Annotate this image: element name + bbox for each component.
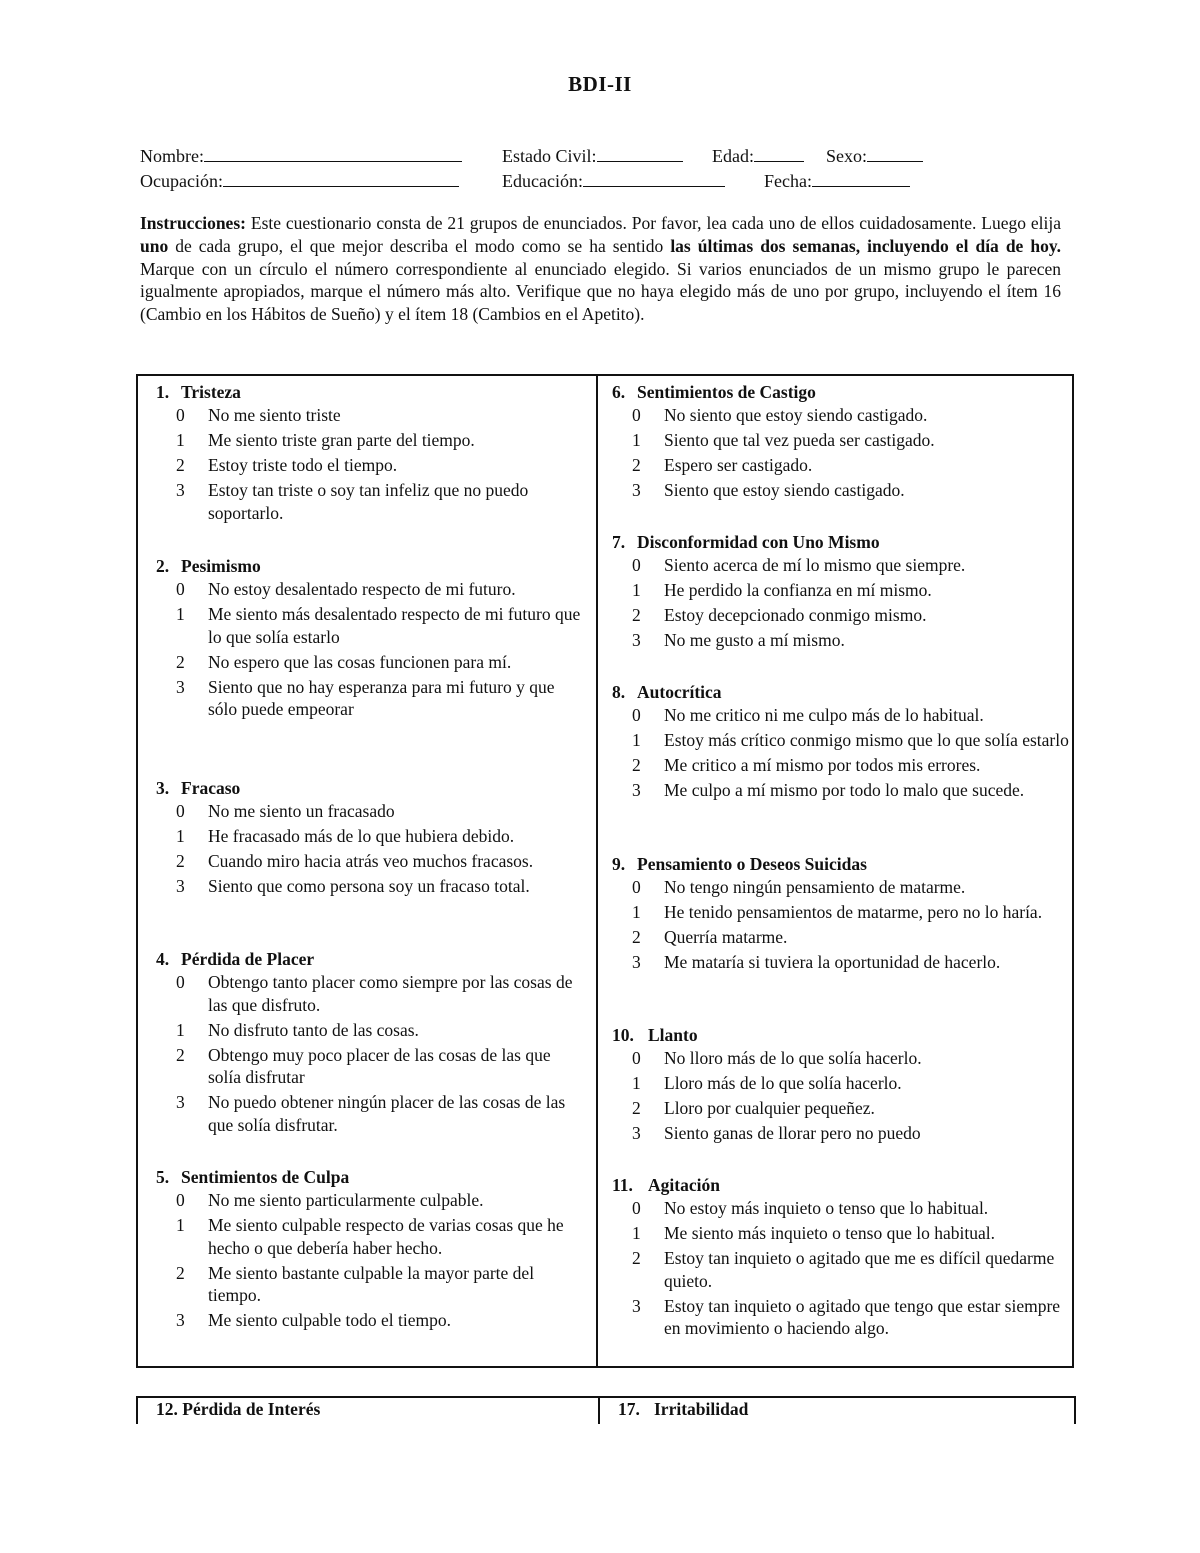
group-title [612,852,1072,876]
question-group [612,1023,1072,1147]
form-title: BDI-II [568,72,632,96]
answer-option[interactable] [156,1214,586,1259]
option-number[interactable]: 1 [176,1019,185,1040]
option-number[interactable]: 1 [176,826,185,846]
question-group [612,530,1072,654]
question-group [612,1173,1072,1342]
answer-option[interactable] [156,1262,586,1307]
group-name: Pesimismo [181,556,261,576]
group-number: 1. [156,382,170,402]
option-text: Estoy tan inquieto o agitado que me es difícil quedarme quieto. [664,1248,1055,1291]
continuation-divider [598,1398,600,1424]
educacion-line [583,168,725,187]
option-text: Me culpo a mí mismo por todo lo malo que sucede. [664,780,1025,800]
option-number[interactable]: 2 [176,651,185,672]
group-title [612,530,1072,554]
group-title [612,1023,1072,1047]
option-number[interactable]: 3 [632,780,641,800]
option-text: No me siento un fracasado [208,801,395,821]
fecha-label: Fecha: [764,171,812,191]
option-text: Cuando miro hacia atrás veo muchos fracasos. [208,851,534,871]
option-number[interactable]: 3 [632,630,641,650]
group-name: Llanto [648,1025,698,1045]
option-number[interactable]: 0 [176,972,185,992]
answer-option[interactable] [156,651,586,674]
answer-option[interactable] [612,454,1072,477]
answer-option[interactable] [612,901,1072,924]
option-number[interactable]: 1 [632,430,641,450]
group-number: 9. [612,854,626,874]
option-text: Lloro más de lo que solía hacerlo. [664,1073,902,1093]
option-number[interactable]: 3 [632,952,641,972]
instructions-paragraph [140,212,1061,326]
option-number[interactable]: 3 [632,480,641,500]
group-title [156,1165,586,1189]
option-text: Estoy triste todo el tiempo. [208,455,398,475]
answer-option[interactable] [612,1097,1072,1120]
answer-option[interactable] [612,1295,1072,1340]
option-number[interactable]: 0 [632,405,641,425]
answer-option[interactable] [612,1247,1072,1292]
option-number[interactable]: 2 [632,1098,641,1118]
answer-option[interactable] [612,1047,1072,1070]
answer-option[interactable] [156,1044,586,1089]
option-text: No lloro más de lo que solía hacerlo. [664,1048,922,1068]
group-name-17: Irritabilidad [654,1399,749,1419]
option-number[interactable]: 3 [632,1123,641,1143]
option-number[interactable]: 2 [632,755,641,775]
group-title [612,380,1072,404]
option-number[interactable]: 1 [632,1223,641,1243]
option-text: Estoy tan inquieto o agitado que tengo que estar siempre en movimiento o haciendo algo. [664,1295,1061,1338]
option-number[interactable]: 1 [632,730,641,750]
answer-option[interactable] [156,404,586,427]
group-number: 8. [612,682,626,702]
answer-option[interactable] [156,825,586,848]
option-text: He tenido pensamientos de matarme, pero no lo haría. [664,902,1043,922]
answer-option[interactable] [156,676,586,721]
question-group [156,947,586,1139]
option-text: No siento que estoy siendo castigado. [664,405,928,425]
option-text: No espero que las cosas funcionen para mí. [208,651,512,672]
question-group [156,776,586,900]
answer-option[interactable] [612,429,1072,452]
option-text: Siento acerca de mí lo mismo que siempre. [664,555,966,575]
instructions-bold-uno: uno [140,235,169,256]
edad-label: Edad: [712,146,754,166]
answer-option[interactable] [156,971,586,1016]
group-name: Pérdida de Placer [181,949,315,969]
instructions-bold-period: las últimas dos semanas, incluyendo el día de hoy. [670,235,1061,256]
option-number[interactable]: 0 [632,877,641,897]
option-number[interactable]: 1 [632,902,641,922]
group-title [156,947,586,971]
option-text: No tengo ningún pensamiento de matarme. [664,877,966,897]
answer-option[interactable] [156,1091,586,1136]
group-name: Autocrítica [637,682,722,702]
group-title [612,680,1072,704]
sexo-field[interactable] [826,143,923,167]
group-number: 2. [156,556,170,576]
ocupacion-line [223,168,459,187]
answer-option[interactable] [612,704,1072,727]
answer-option[interactable] [156,1309,586,1332]
option-text: Obtengo muy poco placer de las cosas de las que solía disfrutar [208,1044,551,1087]
answer-option[interactable] [612,479,1072,502]
option-text: No me gusto a mí mismo. [664,630,845,650]
option-text: Me critico a mí mismo por todos mis errores. [664,755,981,775]
answer-option[interactable] [612,579,1072,602]
answer-option[interactable] [156,800,586,823]
question-group [156,1165,586,1334]
option-number[interactable]: 0 [632,1198,641,1218]
answer-option[interactable] [156,429,586,452]
option-text: He fracasado más de lo que hubiera debido. [208,826,515,846]
group-number: 5. [156,1167,170,1187]
educacion-label: Educación: [502,171,583,191]
question-group [156,554,586,723]
option-number[interactable]: 0 [632,1048,641,1068]
group-number: 10. [612,1025,634,1045]
question-group [612,680,1072,804]
group-number-17: 17. [618,1399,640,1419]
nombre-line [204,143,462,162]
option-text: Estoy más crítico conmigo mismo que lo que solía estarlo [664,730,1069,750]
option-number[interactable]: 0 [176,405,185,425]
question-group [156,380,586,527]
option-number[interactable]: 0 [176,801,185,821]
nombre-field[interactable] [140,143,462,167]
option-text: No me critico ni me culpo más de lo habitual. [664,705,984,725]
option-number[interactable]: 3 [176,480,185,500]
group-number: 3. [156,778,170,798]
question-group [612,380,1072,504]
answer-option[interactable] [612,779,1072,802]
option-number[interactable]: 0 [632,555,641,575]
instructions-text-2: de cada grupo, el que mejor describa el modo como se ha sentido [168,235,671,256]
option-number[interactable]: 1 [632,580,641,600]
answer-option[interactable] [156,850,586,873]
group-title-12: 12. Pérdida de Interés [156,1399,321,1419]
option-number[interactable]: 3 [176,1310,185,1330]
group-title-17 [618,1399,748,1420]
group-name: Tristeza [181,382,241,402]
group-title [612,1173,1072,1197]
ocupacion-label: Ocupación: [140,171,223,191]
option-number[interactable]: 1 [176,1215,185,1235]
answer-option[interactable] [612,1222,1072,1245]
option-text: Siento que estoy siendo castigado. [664,480,905,500]
answer-option[interactable] [612,554,1072,577]
answer-option[interactable] [156,479,586,524]
option-text: Siento que como persona soy un fracaso total. [208,876,530,896]
answer-option[interactable] [612,754,1072,777]
question-group [612,852,1072,976]
option-text: Querría matarme. [664,927,788,947]
instructions-text-3: Marque con un círculo el número correspondiente al enunciado elegido. Si varios enunciados de un mismo grupo le parecen igualmente apropiados, marque el número más alto. Verifique que no haya elegido más de uno por grupo, incluyendo el ítem 16 (Cambio en los Hábitos de Sueño) y el ítem 18 (Cambios en el Apetito). [140,258,1061,325]
option-number[interactable]: 3 [176,676,185,697]
nombre-label: Nombre: [140,146,204,166]
option-number[interactable]: 0 [176,1190,185,1210]
option-text: No me siento particularmente culpable. [208,1190,484,1210]
answer-option[interactable] [156,1189,586,1212]
option-number[interactable]: 2 [632,605,641,625]
option-text: Me siento más inquieto o tenso que lo habitual. [664,1223,995,1243]
option-text: Me siento culpable respecto de varias cosas que he hecho o que debería haber hecho. [208,1215,564,1258]
instructions-label: Instrucciones: [140,213,246,233]
answer-option[interactable] [612,876,1072,899]
group-name: Sentimientos de Castigo [637,382,816,402]
option-text: Me mataría si tuviera la oportunidad de hacerlo. [664,952,1001,972]
fecha-field[interactable] [764,168,910,192]
group-title [156,554,586,578]
answer-option[interactable] [612,604,1072,627]
group-name: Fracaso [181,778,241,798]
option-text: Me siento bastante culpable la mayor parte del tiempo. [208,1262,535,1305]
option-number[interactable]: 3 [176,876,185,896]
option-number[interactable]: 2 [632,455,641,475]
option-number[interactable]: 2 [632,927,641,947]
option-text: Siento que no hay esperanza para mi futuro y que sólo puede empeorar [208,676,555,719]
ocupacion-field[interactable] [140,168,459,192]
answer-option[interactable] [612,629,1072,652]
option-text: Lloro por cualquier pequeñez. [664,1098,875,1118]
option-text: He perdido la confianza en mí mismo. [664,580,932,600]
instructions-text-1: Este cuestionario consta de 21 grupos de enunciados. Por favor, lea cada uno de ellos cuidadosamente. Luego elija [245,213,1061,233]
option-number[interactable]: 1 [632,1073,641,1093]
group-number: 11. [612,1175,633,1195]
answer-option[interactable] [612,951,1072,974]
group-number: 6. [612,382,626,402]
group-name: Disconformidad con Uno Mismo [637,532,880,552]
option-number[interactable]: 3 [632,1295,641,1316]
questions-box [136,374,1074,1368]
option-text: Me siento más desalentado respecto de mi futuro que lo que solía estarlo [208,604,581,647]
answer-option[interactable] [612,926,1072,949]
option-text: Estoy tan triste o soy tan infeliz que no puedo soportarlo. [208,480,529,523]
option-text: Espero ser castigado. [664,455,813,475]
answer-option[interactable] [156,875,586,898]
option-number[interactable]: 2 [632,1248,641,1268]
option-text: Estoy decepcionado conmigo mismo. [664,605,927,625]
answer-option[interactable] [156,1019,586,1042]
answer-option[interactable] [156,454,586,477]
group-title [156,380,586,404]
sexo-line [867,143,923,162]
sexo-label: Sexo: [826,146,868,166]
fecha-line [812,168,910,187]
group-number: 4. [156,949,170,969]
option-number[interactable]: 0 [176,579,185,599]
answer-option[interactable] [612,1122,1072,1145]
option-number[interactable]: 3 [176,1092,185,1112]
edad-line [754,143,804,162]
option-text: No me siento triste [208,405,341,425]
answer-option[interactable] [612,1072,1072,1095]
continuation-box [136,1396,1076,1424]
estado-civil-line [597,143,683,162]
edad-field[interactable] [712,143,804,167]
answer-option[interactable] [612,1197,1072,1220]
option-number[interactable]: 2 [176,851,185,871]
column-divider [596,376,598,1366]
option-text: No disfruto tanto de las cosas. [208,1019,419,1040]
estado-civil-label: Estado Civil: [502,146,597,166]
option-text: No puedo obtener ningún placer de las cosas de las que solía disfrutar. [208,1092,566,1135]
option-text: No estoy desalentado respecto de mi futuro. [208,579,516,599]
group-title [156,776,586,800]
option-number[interactable]: 2 [176,1262,185,1283]
option-number[interactable]: 1 [176,430,185,450]
estado-civil-field[interactable] [502,143,683,167]
answer-option[interactable] [612,729,1072,752]
option-number[interactable]: 2 [176,1044,185,1065]
option-number[interactable]: 0 [632,705,641,725]
answer-option[interactable] [156,578,586,601]
option-number[interactable]: 2 [176,455,185,475]
group-name: Sentimientos de Culpa [181,1167,350,1187]
educacion-field[interactable] [502,168,725,192]
option-number[interactable]: 1 [176,604,185,624]
option-text: Siento ganas de llorar pero no puedo [664,1123,921,1143]
option-text: No estoy más inquieto o tenso que lo habitual. [664,1198,989,1218]
option-text: Me siento triste gran parte del tiempo. [208,430,475,450]
answer-option[interactable] [612,404,1072,427]
group-name: Pensamiento o Deseos Suicidas [637,854,867,874]
group-name: Agitación [648,1175,720,1195]
group-number: 7. [612,532,626,552]
option-text: Me siento culpable todo el tiempo. [208,1310,452,1330]
option-text: Siento que tal vez pueda ser castigado. [664,430,935,450]
option-text: Obtengo tanto placer como siempre por las cosas de las que disfruto. [208,972,573,1015]
answer-option[interactable] [156,603,586,648]
